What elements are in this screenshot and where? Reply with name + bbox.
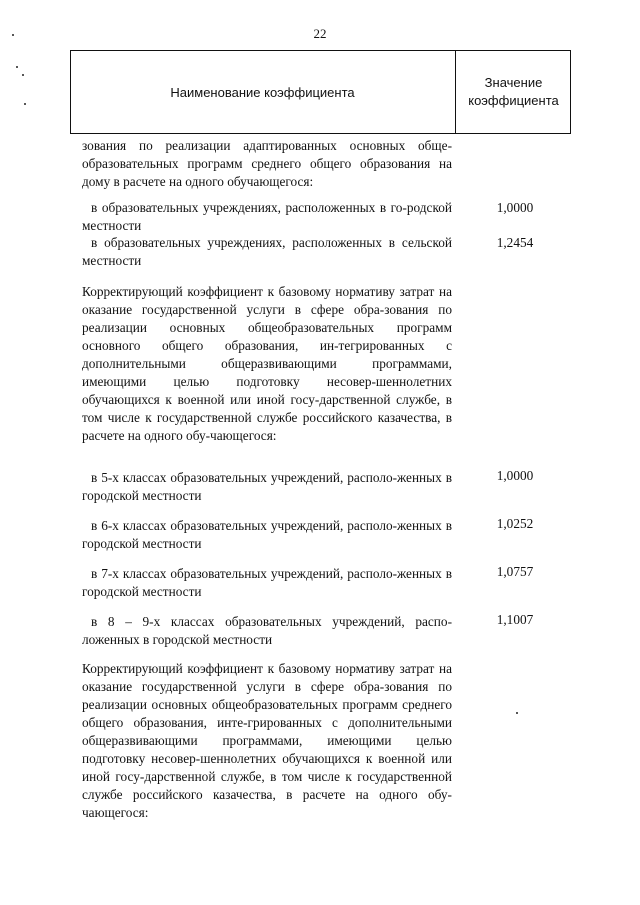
row-text-urban: в образовательных учреждениях, расположенных в го-родской местности: [82, 200, 452, 233]
row-value-grade-8-9: 1,1007: [496, 612, 534, 627]
row-value-grade-6: 1,0252: [496, 516, 534, 531]
row-value-urban: 1,0000: [496, 200, 534, 215]
header-name-column: [70, 50, 455, 134]
header-value-label-line1: Значение: [484, 75, 543, 90]
header-name-label: Наименование коэффициента: [170, 84, 355, 100]
row-text-coefficient-secondary: Корректирующий коэффициент к базовому нормативу затрат на оказание государственной услуги в сфере обра-зования по реализации основных общеобразовательных программ среднего общего образования, инте-грированных с дополнительными общеразвивающими программами, имеющими целью подготовку несовер-шеннолетних обучающихся к военной или иной госу-дарственной службе, в том числе к государственной службе российского казачества, в расчете на одного обу-чающегося:: [82, 661, 452, 820]
row-text-continuation: зования по реализации адаптированных основных обще-образовательных программ среднего общего образования на дому в расчете на одного обучающегося:: [82, 138, 452, 189]
row-text-rural: в образовательных учреждениях, расположенных в сельской местности: [82, 235, 452, 268]
row-text-grade-7: в 7-х классах образовательных учреждений, располо-женных в городской местности: [82, 566, 452, 599]
header-value-column: [456, 50, 571, 134]
row-text-grade-8-9: в 8 – 9-х классах образовательных учреждений, распо-ложенных в городской местности: [82, 614, 452, 647]
row-value-grade-5: 1,0000: [496, 468, 534, 483]
header-value-label-line2: коэффициента: [468, 93, 559, 108]
page-number: 22: [313, 26, 327, 41]
row-value-rural: 1,2454: [496, 235, 534, 250]
row-text-grade-5: в 5-х классах образовательных учреждений, располо-женных в городской местности: [82, 470, 452, 503]
row-value-grade-7: 1,0757: [496, 564, 534, 579]
row-text-coefficient-basic: Корректирующий коэффициент к базовому нормативу затрат на оказание государственной услуги в сфере обра-зования по реализации основных общеобразовательных программ основного общего образования, ин-тегрированных с дополнительными общеразвивающими программами, имеющими целью подготовку несовер-шеннолетних обучающихся к военной или иной госу-дарственной службе, в том числе к государственной службе российского казачества, в расчете на одного обу-чающегося:: [82, 284, 452, 443]
row-text-grade-6: в 6-х классах образовательных учреждений, располо-женных в городской местности: [82, 518, 452, 551]
